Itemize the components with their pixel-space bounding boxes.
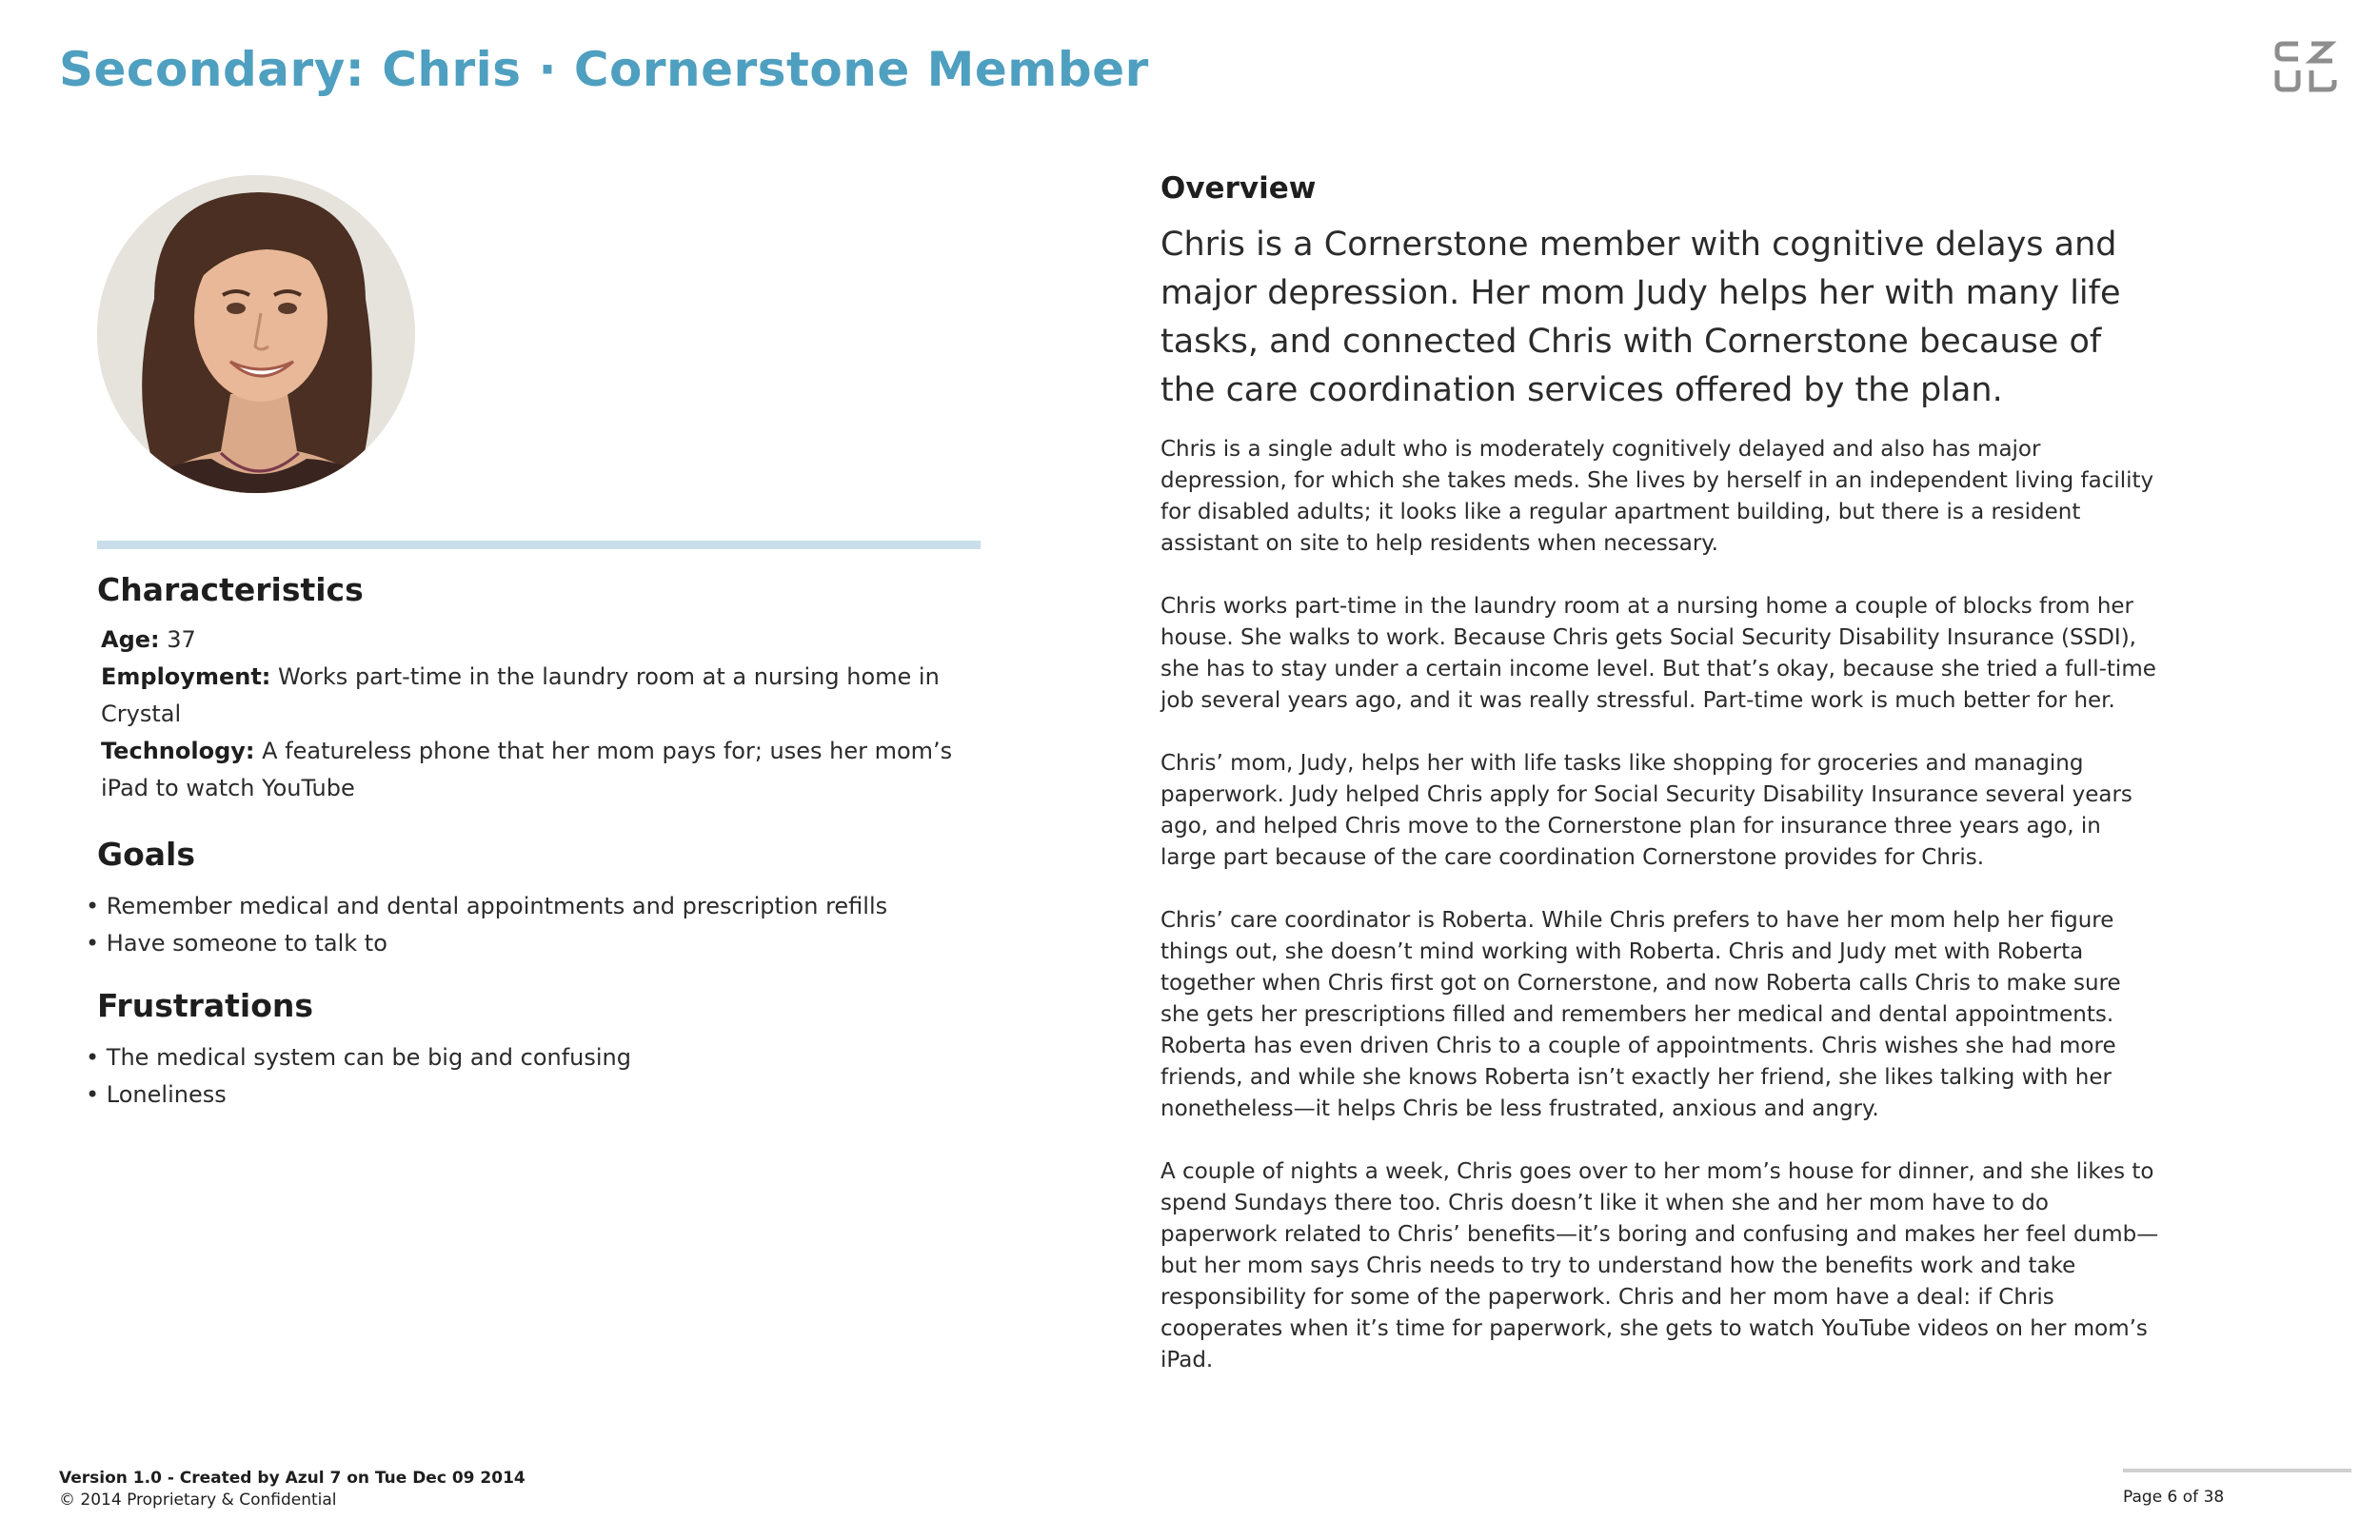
technology-value-continued: iPad to watch YouTube	[101, 775, 355, 801]
employment-label: Employment:	[101, 663, 271, 690]
list-item: • Loneliness	[86, 1076, 1011, 1114]
goals-heading: Goals	[97, 836, 195, 873]
copyright-text: © 2014 Proprietary & Confidential	[59, 1491, 337, 1510]
technology-label: Technology:	[101, 738, 255, 764]
technology-row	[101, 733, 1011, 770]
footer-meta	[59, 1468, 526, 1511]
section-divider	[97, 541, 981, 549]
frustrations-heading: Frustrations	[97, 987, 314, 1024]
age-value: 37	[167, 626, 196, 653]
persona-details	[97, 571, 1011, 1114]
overview-paragraph: Chris’ care coordinator is Roberta. While Chris prefers to have her mom help her figure things out, she doesn’t mind working with Roberta. Chris and Judy met with Roberta together when Chris first got on Cornerstone, and now Roberta calls Chris to make sure she gets her prescriptions filled and remembers her medical and dental appointments. Roberta has even driven Chris to a couple of appointments. Chris wishes she had more friends, and while she knows Roberta isn’t exactly her friend, she likes talking with her nonetheless—it helps Chris be less frustrated, anxious and angry.	[1160, 908, 2121, 1121]
overview-paragraph: Chris works part-time in the laundry room at a nursing home a couple of blocks from her house. She walks to work. Because Chris gets Social Security Disability Insurance (SSDI), she has to stay under a certain income level. But that’s okay, because she tried a full-time job several years ago, and it was really stressful. Part-time work is much better for her.	[1160, 594, 2156, 713]
age-row	[101, 622, 1011, 659]
overview-paragraph: Chris’ mom, Judy, helps her with life tasks like shopping for groceries and managing paperwork. Judy helped Chris apply for Social Security Disability Insurance several years ago, and helped Chris move to the Cornerstone plan for insurance three years ago, in large part because of the care coordination Cornerstone provides for Chris.	[1160, 751, 2132, 870]
overview-lead: Chris is a Cornerstone member with cognitive delays and major depression. Her mom Judy helps her with many life tasks, and connected Chris with Cornerstone because of the care coordination services offered by the plan.	[1160, 226, 2121, 409]
page-title: Secondary: Chris · Cornerstone Member	[59, 42, 1149, 97]
characteristics-list	[101, 622, 1011, 807]
employment-value: Works part-time in the laundry room at a nursing home in Crystal	[101, 663, 940, 727]
version-text: Version 1.0 - Created by Azul 7 on Tue Dec 09 2014	[59, 1469, 526, 1488]
persona-portrait-icon	[97, 175, 415, 493]
azul-logo-icon	[2273, 38, 2350, 95]
overview-heading: Overview	[1160, 171, 1317, 206]
age-label: Age:	[101, 626, 160, 653]
overview-section	[1160, 171, 2170, 1376]
page-number: Page 6 of 38	[2123, 1488, 2225, 1507]
overview-paragraph: Chris is a single adult who is moderately cognitively delayed and also has major depression, for which she takes meds. She lives by herself in an independent living facility for disabled adults; it looks like a regular apartment building, but there is a resident assistant on site to help residents when necessary.	[1160, 437, 2154, 556]
list-item: • The medical system can be big and confusing	[86, 1039, 1011, 1076]
overview-paragraph: A couple of nights a week, Chris goes over to her mom’s house for dinner, and she likes to spend Sundays there too. Chris doesn’t like it when she and her mom have to do paperwork related to Chris’ benefits—it’s boring and confusing and makes her feel dumb—but her mom says Chris needs to try to understand how the benefits work and take responsibility for some of the paperwork. Chris and her mom have a deal: if Chris cooperates when it’s time for paperwork, she gets to watch YouTube videos on her mom’s iPad.	[1160, 1159, 2159, 1372]
characteristics-heading: Characteristics	[97, 571, 364, 608]
technology-row-continued	[101, 770, 1011, 807]
footer-rule	[2123, 1469, 2351, 1472]
employment-row	[101, 659, 1011, 733]
technology-value: A featureless phone that her mom pays for; uses her mom’s	[262, 738, 953, 764]
persona-portrait	[97, 175, 415, 493]
list-item: • Have someone to talk to	[86, 925, 1011, 962]
goals-list	[86, 888, 1011, 962]
frustrations-list	[86, 1039, 1011, 1114]
list-item: • Remember medical and dental appointments and prescription refills	[86, 888, 1011, 925]
